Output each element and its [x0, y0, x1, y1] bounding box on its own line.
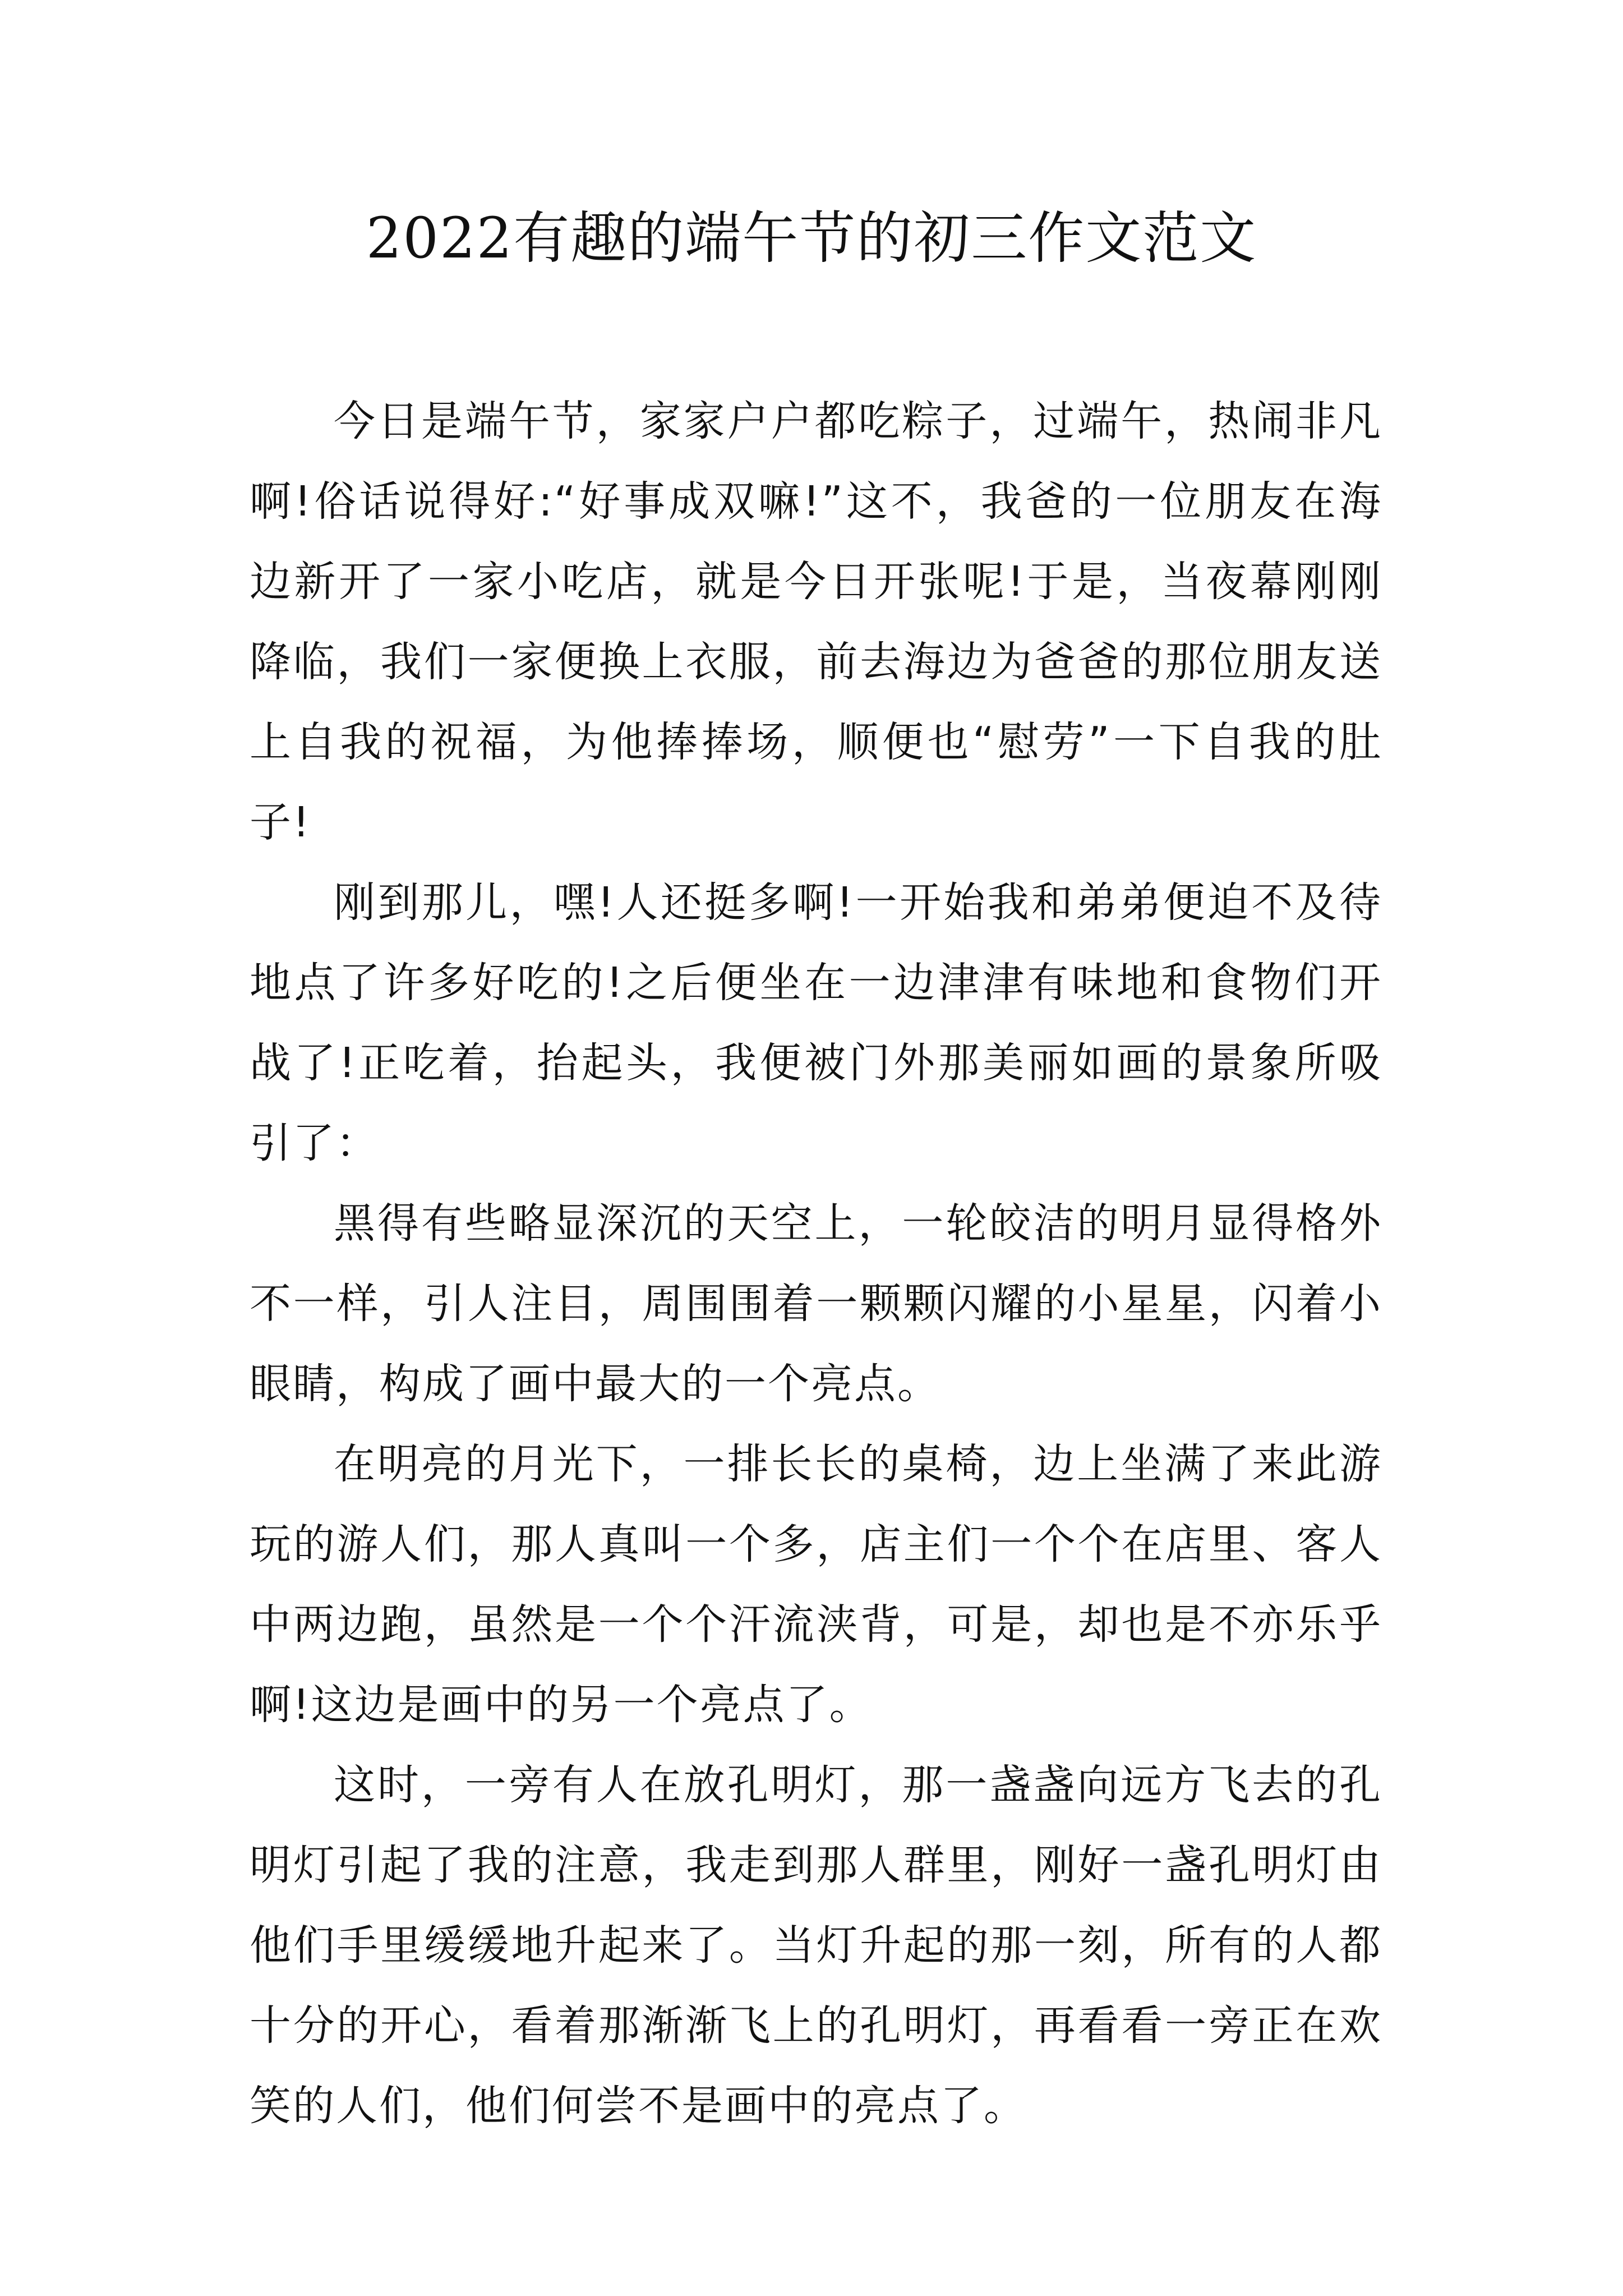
paragraph-1: 今日是端午节，家家户户都吃粽子，过端午，热闹非凡啊!俗话说得好:“好事成双嘛!”这不，我爸的一位朋友在海边新开了一家小吃店，就是今日开张呢!于是，当夜幕刚刚降临，我们一家便换上衣服，前去海边为爸爸的那位朋友送上自我的祝福，为他捧捧场，顺便也“慰劳”一下自我的肚子! — [250, 397, 1382, 846]
paragraph-4: 在明亮的月光下，一排长长的桌椅，边上坐满了来此游玩的游人们，那人真叫一个多，店主们一个个在店里、客人中两边跑，虽然是一个个汗流浃背，可是，却也是不亦乐乎啊!这边是画中的另一个亮点了。 — [250, 1440, 1382, 1729]
paragraph-2: 刚到那儿，嘿!人还挺多啊!一开始我和弟弟便迫不及待地点了许多好吃的!之后便坐在一边津津有味地和食物们开战了!正吃着，抬起头，我便被门外那美丽如画的景象所吸引了： — [250, 878, 1382, 1167]
page-title: 2022有趣的端午节的初三作文范文 — [366, 205, 1257, 271]
document-body — [250, 381, 1382, 2146]
paragraph-3: 黑得有些略显深沉的天空上，一轮皎洁的明月显得格外不一样，引人注目，周围围着一颗颗闪耀的小星星，闪着小眼睛，构成了画中最大的一个亮点。 — [250, 1199, 1382, 1408]
paragraph-5: 这时，一旁有人在放孔明灯，那一盏盏向远方飞去的孔明灯引起了我的注意，我走到那人群里，刚好一盏孔明灯由他们手里缓缓地升起来了。当灯升起的那一刻，所有的人都十分的开心，看着那渐渐飞上的孔明灯，再看看一旁正在欢笑的人们，他们何尝不是画中的亮点了。 — [250, 1761, 1382, 2130]
